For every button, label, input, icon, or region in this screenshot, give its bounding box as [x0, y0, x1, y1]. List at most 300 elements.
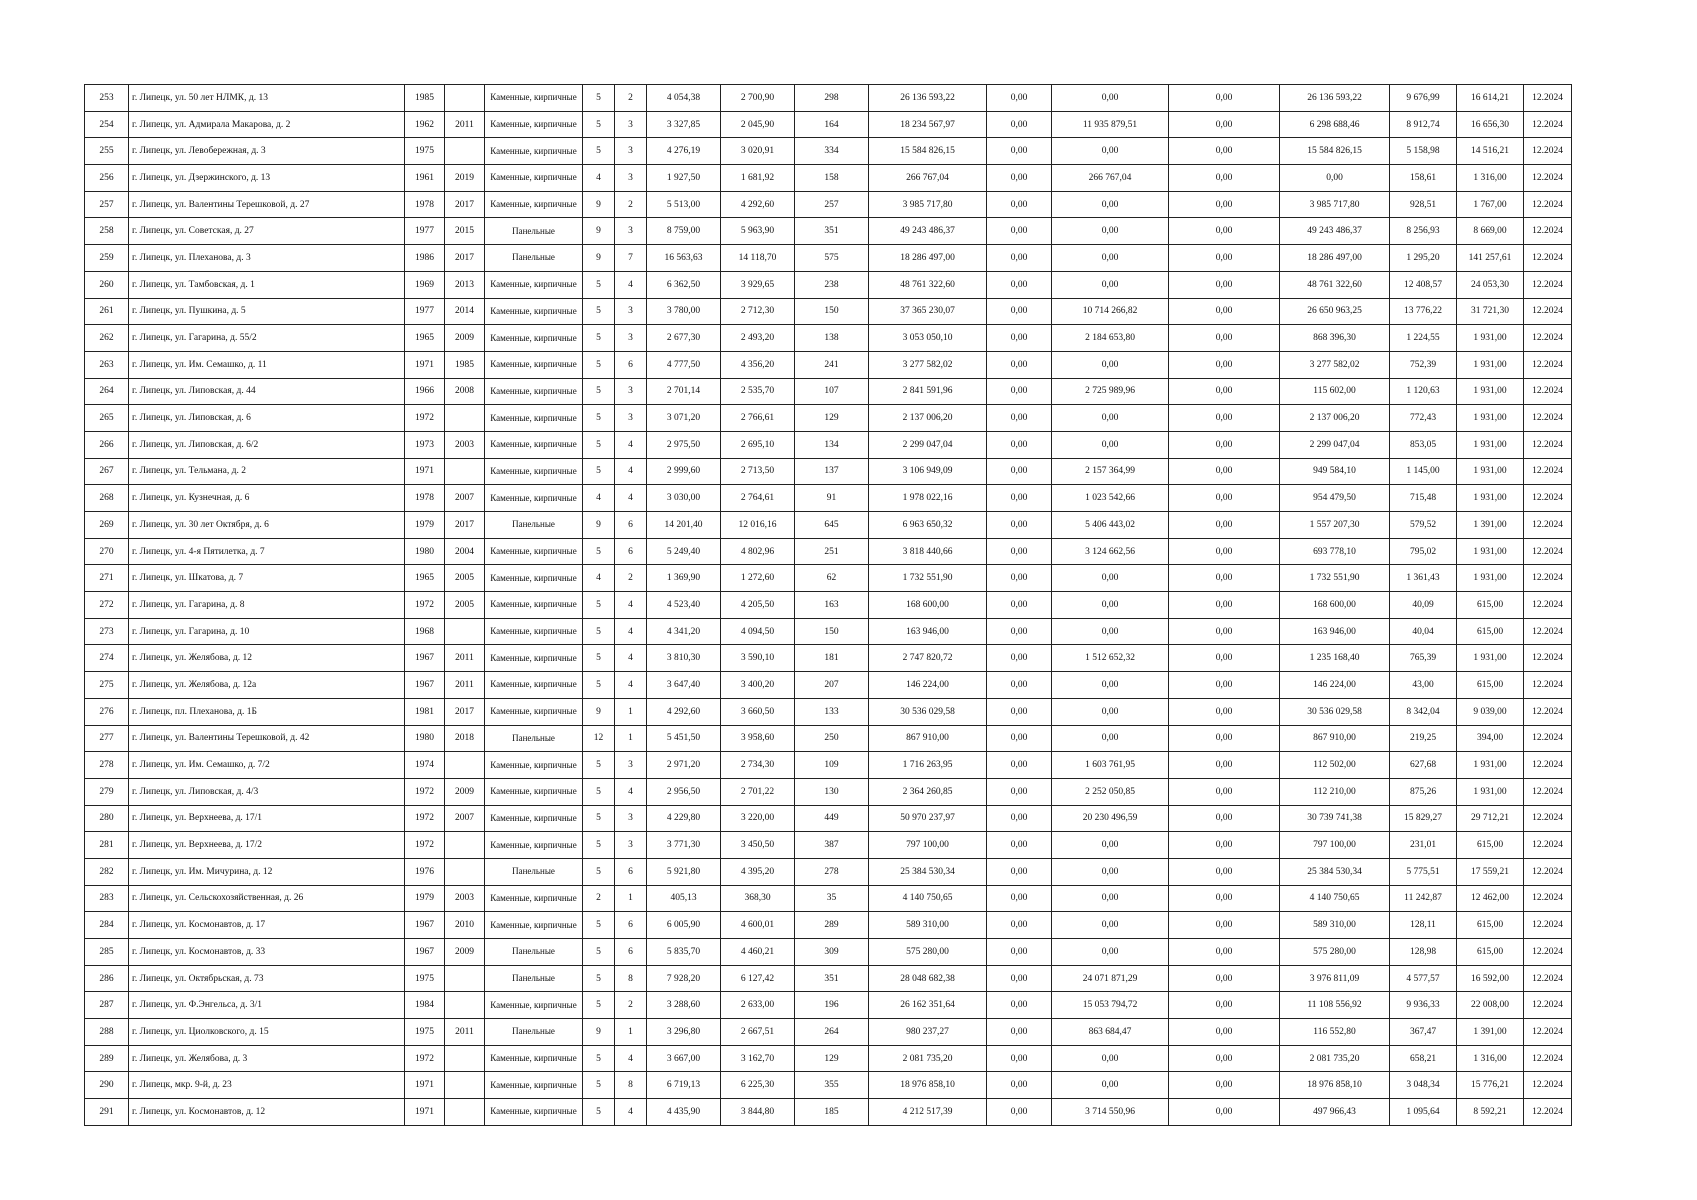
row-number-cell: 260: [85, 271, 129, 298]
completion-date-cell: 12.2024: [1524, 592, 1572, 619]
living-area-cell: 6 127,42: [721, 965, 795, 992]
wall-material-cell: Каменные, кирпичные: [485, 832, 583, 859]
floors-cell: 5: [583, 805, 615, 832]
total-area-cell: 3 288,60: [647, 992, 721, 1019]
regional-funds-cell: 0,00: [1052, 698, 1169, 725]
year-built-cell: 1971: [405, 351, 445, 378]
table-row: [85, 458, 1572, 485]
federal-funds-cell: 0,00: [987, 858, 1052, 885]
max-cost-per-sqm-cell: 1 931,00: [1457, 351, 1524, 378]
max-cost-per-sqm-cell: 1 931,00: [1457, 378, 1524, 405]
row-number-cell: 270: [85, 538, 129, 565]
owner-funds-cell: 26 650 963,25: [1280, 298, 1390, 325]
wall-material-cell: Каменные, кирпичные: [485, 672, 583, 699]
entrances-cell: 4: [615, 271, 647, 298]
cost-per-sqm-cell: 367,47: [1390, 1019, 1457, 1046]
residents-cell: 129: [795, 1045, 869, 1072]
owner-funds-cell: 2 299 047,04: [1280, 431, 1390, 458]
wall-material-cell: Каменные, кирпичные: [485, 1099, 583, 1126]
year-built-cell: 1981: [405, 698, 445, 725]
total-area-cell: 5 451,50: [647, 725, 721, 752]
row-number-cell: 263: [85, 351, 129, 378]
cost-per-sqm-cell: 715,48: [1390, 485, 1457, 512]
address-cell: г. Липецк, ул. Липовская, д. 44: [129, 378, 405, 405]
owner-funds-cell: 168 600,00: [1280, 592, 1390, 619]
wall-material-cell: Каменные, кирпичные: [485, 592, 583, 619]
municipal-funds-cell: 0,00: [1169, 939, 1280, 966]
residents-cell: 309: [795, 939, 869, 966]
cost-per-sqm-cell: 752,39: [1390, 351, 1457, 378]
address-cell: г. Липецк, ул. Шкатова, д. 7: [129, 565, 405, 592]
completion-date-cell: 12.2024: [1524, 298, 1572, 325]
max-cost-per-sqm-cell: 29 712,21: [1457, 805, 1524, 832]
last-repair-year-cell: [445, 1072, 485, 1099]
entrances-cell: 3: [615, 378, 647, 405]
municipal-funds-cell: 0,00: [1169, 832, 1280, 859]
year-built-cell: 1962: [405, 111, 445, 138]
wall-material-cell: Панельные: [485, 965, 583, 992]
wall-material-cell: Панельные: [485, 725, 583, 752]
municipal-funds-cell: 0,00: [1169, 858, 1280, 885]
max-cost-per-sqm-cell: 15 776,21: [1457, 1072, 1524, 1099]
completion-date-cell: 12.2024: [1524, 698, 1572, 725]
year-built-cell: 1967: [405, 645, 445, 672]
owner-funds-cell: 2 081 735,20: [1280, 1045, 1390, 1072]
wall-material-cell: Каменные, кирпичные: [485, 992, 583, 1019]
municipal-funds-cell: 0,00: [1169, 538, 1280, 565]
federal-funds-cell: 0,00: [987, 778, 1052, 805]
cost-per-sqm-cell: 8 912,74: [1390, 111, 1457, 138]
total-cost-cell: 266 767,04: [869, 165, 987, 192]
last-repair-year-cell: 2009: [445, 778, 485, 805]
wall-material-cell: Каменные, кирпичные: [485, 618, 583, 645]
year-built-cell: 1965: [405, 565, 445, 592]
regional-funds-cell: 0,00: [1052, 725, 1169, 752]
living-area-cell: 2 045,90: [721, 111, 795, 138]
residents-cell: 289: [795, 912, 869, 939]
total-area-cell: 5 835,70: [647, 939, 721, 966]
cost-per-sqm-cell: 1 224,55: [1390, 325, 1457, 352]
max-cost-per-sqm-cell: 24 053,30: [1457, 271, 1524, 298]
wall-material-cell: Каменные, кирпичные: [485, 1072, 583, 1099]
entrances-cell: 8: [615, 1072, 647, 1099]
floors-cell: 5: [583, 912, 615, 939]
last-repair-year-cell: 2017: [445, 698, 485, 725]
total-cost-cell: 168 600,00: [869, 592, 987, 619]
total-cost-cell: 589 310,00: [869, 912, 987, 939]
year-built-cell: 1966: [405, 378, 445, 405]
completion-date-cell: 12.2024: [1524, 725, 1572, 752]
max-cost-per-sqm-cell: 1 391,00: [1457, 1019, 1524, 1046]
living-area-cell: 2 535,70: [721, 378, 795, 405]
completion-date-cell: 12.2024: [1524, 992, 1572, 1019]
living-area-cell: 1 681,92: [721, 165, 795, 192]
residents-cell: 575: [795, 245, 869, 272]
federal-funds-cell: 0,00: [987, 912, 1052, 939]
total-area-cell: 3 810,30: [647, 645, 721, 672]
completion-date-cell: 12.2024: [1524, 858, 1572, 885]
owner-funds-cell: 1 557 207,30: [1280, 512, 1390, 539]
table-body: [85, 85, 1572, 1126]
entrances-cell: 3: [615, 405, 647, 432]
year-built-cell: 1972: [405, 592, 445, 619]
total-cost-cell: 2 137 006,20: [869, 405, 987, 432]
cost-per-sqm-cell: 231,01: [1390, 832, 1457, 859]
address-cell: г. Липецк, ул. 30 лет Октября, д. 6: [129, 512, 405, 539]
federal-funds-cell: 0,00: [987, 245, 1052, 272]
regional-funds-cell: 0,00: [1052, 431, 1169, 458]
address-cell: г. Липецк, ул. Плеханова, д. 3: [129, 245, 405, 272]
completion-date-cell: 12.2024: [1524, 1019, 1572, 1046]
residents-cell: 138: [795, 325, 869, 352]
address-cell: г. Липецк, пл. Плеханова, д. 1Б: [129, 698, 405, 725]
last-repair-year-cell: 2011: [445, 672, 485, 699]
wall-material-cell: Панельные: [485, 1019, 583, 1046]
max-cost-per-sqm-cell: 8 592,21: [1457, 1099, 1524, 1126]
completion-date-cell: 12.2024: [1524, 271, 1572, 298]
entrances-cell: 1: [615, 698, 647, 725]
floors-cell: 5: [583, 431, 615, 458]
regional-funds-cell: 2 184 653,80: [1052, 325, 1169, 352]
municipal-funds-cell: 0,00: [1169, 725, 1280, 752]
last-repair-year-cell: 2011: [445, 1019, 485, 1046]
year-built-cell: 1979: [405, 512, 445, 539]
table-row: [85, 405, 1572, 432]
total-cost-cell: 575 280,00: [869, 939, 987, 966]
federal-funds-cell: 0,00: [987, 565, 1052, 592]
max-cost-per-sqm-cell: 615,00: [1457, 672, 1524, 699]
living-area-cell: 4 356,20: [721, 351, 795, 378]
municipal-funds-cell: 0,00: [1169, 111, 1280, 138]
table-row: [85, 165, 1572, 192]
row-number-cell: 268: [85, 485, 129, 512]
address-cell: г. Липецк, ул. Гагарина, д. 55/2: [129, 325, 405, 352]
wall-material-cell: Панельные: [485, 858, 583, 885]
last-repair-year-cell: [445, 832, 485, 859]
living-area-cell: 3 958,60: [721, 725, 795, 752]
last-repair-year-cell: [445, 965, 485, 992]
cost-per-sqm-cell: 9 676,99: [1390, 85, 1457, 112]
living-area-cell: 2 493,20: [721, 325, 795, 352]
table-row: [85, 992, 1572, 1019]
max-cost-per-sqm-cell: 1 391,00: [1457, 512, 1524, 539]
last-repair-year-cell: 2019: [445, 165, 485, 192]
living-area-cell: 3 929,65: [721, 271, 795, 298]
completion-date-cell: 12.2024: [1524, 218, 1572, 245]
total-area-cell: 405,13: [647, 885, 721, 912]
max-cost-per-sqm-cell: 1 931,00: [1457, 485, 1524, 512]
total-cost-cell: 37 365 230,07: [869, 298, 987, 325]
entrances-cell: 3: [615, 138, 647, 165]
owner-funds-cell: 116 552,80: [1280, 1019, 1390, 1046]
entrances-cell: 4: [615, 431, 647, 458]
total-cost-cell: 3 985 717,80: [869, 191, 987, 218]
regional-funds-cell: 0,00: [1052, 592, 1169, 619]
residents-cell: 334: [795, 138, 869, 165]
regional-funds-cell: 1 023 542,66: [1052, 485, 1169, 512]
cost-per-sqm-cell: 4 577,57: [1390, 965, 1457, 992]
living-area-cell: 4 802,96: [721, 538, 795, 565]
entrances-cell: 4: [615, 485, 647, 512]
wall-material-cell: Каменные, кирпичные: [485, 191, 583, 218]
last-repair-year-cell: [445, 1099, 485, 1126]
living-area-cell: 2 633,00: [721, 992, 795, 1019]
max-cost-per-sqm-cell: 1 931,00: [1457, 538, 1524, 565]
residents-cell: 355: [795, 1072, 869, 1099]
total-area-cell: 4 054,38: [647, 85, 721, 112]
cost-per-sqm-cell: 3 048,34: [1390, 1072, 1457, 1099]
owner-funds-cell: 112 210,00: [1280, 778, 1390, 805]
wall-material-cell: Каменные, кирпичные: [485, 538, 583, 565]
floors-cell: 5: [583, 458, 615, 485]
living-area-cell: 2 734,30: [721, 752, 795, 779]
completion-date-cell: 12.2024: [1524, 885, 1572, 912]
address-cell: г. Липецк, ул. Липовская, д. 4/3: [129, 778, 405, 805]
living-area-cell: 2 713,50: [721, 458, 795, 485]
cost-per-sqm-cell: 795,02: [1390, 538, 1457, 565]
municipal-funds-cell: 0,00: [1169, 1072, 1280, 1099]
total-cost-cell: 4 140 750,65: [869, 885, 987, 912]
last-repair-year-cell: 2007: [445, 805, 485, 832]
cost-per-sqm-cell: 658,21: [1390, 1045, 1457, 1072]
total-cost-cell: 980 237,27: [869, 1019, 987, 1046]
regional-funds-cell: 0,00: [1052, 245, 1169, 272]
address-cell: г. Липецк, ул. Циолковского, д. 15: [129, 1019, 405, 1046]
total-area-cell: 3 780,00: [647, 298, 721, 325]
max-cost-per-sqm-cell: 16 614,21: [1457, 85, 1524, 112]
regional-funds-cell: 3 124 662,56: [1052, 538, 1169, 565]
wall-material-cell: Каменные, кирпичные: [485, 111, 583, 138]
address-cell: г. Липецк, ул. 4-я Пятилетка, д. 7: [129, 538, 405, 565]
address-cell: г. Липецк, ул. Валентины Терешковой, д. 27: [129, 191, 405, 218]
living-area-cell: 2 766,61: [721, 405, 795, 432]
wall-material-cell: Каменные, кирпичные: [485, 298, 583, 325]
table-row: [85, 698, 1572, 725]
total-area-cell: 4 341,20: [647, 618, 721, 645]
row-number-cell: 285: [85, 939, 129, 966]
residents-cell: 278: [795, 858, 869, 885]
row-number-cell: 283: [85, 885, 129, 912]
max-cost-per-sqm-cell: 1 931,00: [1457, 752, 1524, 779]
floors-cell: 5: [583, 1099, 615, 1126]
municipal-funds-cell: 0,00: [1169, 1099, 1280, 1126]
wall-material-cell: Каменные, кирпичные: [485, 1045, 583, 1072]
max-cost-per-sqm-cell: 22 008,00: [1457, 992, 1524, 1019]
municipal-funds-cell: 0,00: [1169, 885, 1280, 912]
floors-cell: 5: [583, 592, 615, 619]
living-area-cell: 6 225,30: [721, 1072, 795, 1099]
last-repair-year-cell: 2014: [445, 298, 485, 325]
total-cost-cell: 50 970 237,97: [869, 805, 987, 832]
wall-material-cell: Панельные: [485, 939, 583, 966]
entrances-cell: 4: [615, 1099, 647, 1126]
total-cost-cell: 18 234 567,97: [869, 111, 987, 138]
total-area-cell: 1 927,50: [647, 165, 721, 192]
completion-date-cell: 12.2024: [1524, 752, 1572, 779]
total-area-cell: 3 647,40: [647, 672, 721, 699]
max-cost-per-sqm-cell: 12 462,00: [1457, 885, 1524, 912]
floors-cell: 5: [583, 778, 615, 805]
owner-funds-cell: 30 739 741,38: [1280, 805, 1390, 832]
owner-funds-cell: 589 310,00: [1280, 912, 1390, 939]
address-cell: г. Липецк, ул. Им. Семашко, д. 11: [129, 351, 405, 378]
row-number-cell: 287: [85, 992, 129, 1019]
living-area-cell: 2 700,90: [721, 85, 795, 112]
last-repair-year-cell: 2004: [445, 538, 485, 565]
table-row: [85, 618, 1572, 645]
year-built-cell: 1977: [405, 298, 445, 325]
federal-funds-cell: 0,00: [987, 85, 1052, 112]
entrances-cell: 8: [615, 965, 647, 992]
floors-cell: 4: [583, 565, 615, 592]
max-cost-per-sqm-cell: 1 931,00: [1457, 645, 1524, 672]
completion-date-cell: 12.2024: [1524, 672, 1572, 699]
wall-material-cell: Каменные, кирпичные: [485, 165, 583, 192]
entrances-cell: 2: [615, 992, 647, 1019]
residents-cell: 196: [795, 992, 869, 1019]
residents-cell: 91: [795, 485, 869, 512]
owner-funds-cell: 867 910,00: [1280, 725, 1390, 752]
address-cell: г. Липецк, ул. Гагарина, д. 8: [129, 592, 405, 619]
floors-cell: 9: [583, 512, 615, 539]
floors-cell: 4: [583, 165, 615, 192]
entrances-cell: 4: [615, 778, 647, 805]
owner-funds-cell: 11 108 556,92: [1280, 992, 1390, 1019]
total-cost-cell: 26 162 351,64: [869, 992, 987, 1019]
last-repair-year-cell: 2013: [445, 271, 485, 298]
total-area-cell: 4 276,19: [647, 138, 721, 165]
federal-funds-cell: 0,00: [987, 1099, 1052, 1126]
row-number-cell: 282: [85, 858, 129, 885]
federal-funds-cell: 0,00: [987, 698, 1052, 725]
municipal-funds-cell: 0,00: [1169, 191, 1280, 218]
living-area-cell: 4 460,21: [721, 939, 795, 966]
max-cost-per-sqm-cell: 1 931,00: [1457, 778, 1524, 805]
last-repair-year-cell: 1985: [445, 351, 485, 378]
regional-funds-cell: 0,00: [1052, 618, 1169, 645]
total-area-cell: 6 719,13: [647, 1072, 721, 1099]
living-area-cell: 2 667,51: [721, 1019, 795, 1046]
last-repair-year-cell: [445, 992, 485, 1019]
wall-material-cell: Каменные, кирпичные: [485, 271, 583, 298]
table-row: [85, 565, 1572, 592]
last-repair-year-cell: 2003: [445, 431, 485, 458]
cost-per-sqm-cell: 772,43: [1390, 405, 1457, 432]
completion-date-cell: 12.2024: [1524, 778, 1572, 805]
floors-cell: 9: [583, 191, 615, 218]
floors-cell: 9: [583, 218, 615, 245]
cost-per-sqm-cell: 158,61: [1390, 165, 1457, 192]
municipal-funds-cell: 0,00: [1169, 85, 1280, 112]
address-cell: г. Липецк, ул. Липовская, д. 6/2: [129, 431, 405, 458]
owner-funds-cell: 112 502,00: [1280, 752, 1390, 779]
total-cost-cell: 25 384 530,34: [869, 858, 987, 885]
municipal-funds-cell: 0,00: [1169, 1045, 1280, 1072]
address-cell: г. Липецк, ул. Тамбовская, д. 1: [129, 271, 405, 298]
entrances-cell: 3: [615, 752, 647, 779]
living-area-cell: 5 963,90: [721, 218, 795, 245]
table-row: [85, 485, 1572, 512]
last-repair-year-cell: [445, 752, 485, 779]
max-cost-per-sqm-cell: 31 721,30: [1457, 298, 1524, 325]
municipal-funds-cell: 0,00: [1169, 752, 1280, 779]
row-number-cell: 253: [85, 85, 129, 112]
floors-cell: 2: [583, 885, 615, 912]
cost-per-sqm-cell: 928,51: [1390, 191, 1457, 218]
row-number-cell: 261: [85, 298, 129, 325]
total-cost-cell: 49 243 486,37: [869, 218, 987, 245]
living-area-cell: 4 292,60: [721, 191, 795, 218]
residents-cell: 158: [795, 165, 869, 192]
floors-cell: 5: [583, 271, 615, 298]
entrances-cell: 2: [615, 565, 647, 592]
floors-cell: 5: [583, 939, 615, 966]
floors-cell: 5: [583, 138, 615, 165]
last-repair-year-cell: 2009: [445, 939, 485, 966]
municipal-funds-cell: 0,00: [1169, 271, 1280, 298]
max-cost-per-sqm-cell: 1 767,00: [1457, 191, 1524, 218]
row-number-cell: 288: [85, 1019, 129, 1046]
federal-funds-cell: 0,00: [987, 752, 1052, 779]
regional-funds-cell: 0,00: [1052, 939, 1169, 966]
living-area-cell: 4 205,50: [721, 592, 795, 619]
address-cell: г. Липецк, ул. Кузнечная, д. 6: [129, 485, 405, 512]
residents-cell: 250: [795, 725, 869, 752]
table-row: [85, 111, 1572, 138]
wall-material-cell: Каменные, кирпичные: [485, 885, 583, 912]
regional-funds-cell: 1 603 761,95: [1052, 752, 1169, 779]
table-row: [85, 752, 1572, 779]
floors-cell: 5: [583, 992, 615, 1019]
table-row: [85, 805, 1572, 832]
year-built-cell: 1972: [405, 405, 445, 432]
address-cell: г. Липецк, ул. Сельскохозяйственная, д. 26: [129, 885, 405, 912]
address-cell: г. Липецк, ул. Гагарина, д. 10: [129, 618, 405, 645]
cost-per-sqm-cell: 128,11: [1390, 912, 1457, 939]
residents-cell: 134: [795, 431, 869, 458]
federal-funds-cell: 0,00: [987, 431, 1052, 458]
table-row: [85, 592, 1572, 619]
total-cost-cell: 2 364 260,85: [869, 778, 987, 805]
year-built-cell: 1969: [405, 271, 445, 298]
address-cell: г. Липецк, ул. Пушкина, д. 5: [129, 298, 405, 325]
wall-material-cell: Каменные, кирпичные: [485, 912, 583, 939]
address-cell: г. Липецк, ул. Ф.Энгельса, д. 3/1: [129, 992, 405, 1019]
max-cost-per-sqm-cell: 1 931,00: [1457, 405, 1524, 432]
entrances-cell: 4: [615, 592, 647, 619]
federal-funds-cell: 0,00: [987, 725, 1052, 752]
total-area-cell: 5 921,80: [647, 858, 721, 885]
owner-funds-cell: 25 384 530,34: [1280, 858, 1390, 885]
residents-cell: 109: [795, 752, 869, 779]
floors-cell: 5: [583, 832, 615, 859]
residents-cell: 137: [795, 458, 869, 485]
regional-funds-cell: 2 252 050,85: [1052, 778, 1169, 805]
total-cost-cell: 18 976 858,10: [869, 1072, 987, 1099]
completion-date-cell: 12.2024: [1524, 1072, 1572, 1099]
regional-funds-cell: 2 725 989,96: [1052, 378, 1169, 405]
table-row: [85, 378, 1572, 405]
completion-date-cell: 12.2024: [1524, 645, 1572, 672]
last-repair-year-cell: 2005: [445, 592, 485, 619]
address-cell: г. Липецк, ул. Космонавтов, д. 33: [129, 939, 405, 966]
floors-cell: 9: [583, 1019, 615, 1046]
owner-funds-cell: 949 584,10: [1280, 458, 1390, 485]
federal-funds-cell: 0,00: [987, 538, 1052, 565]
total-cost-cell: 2 299 047,04: [869, 431, 987, 458]
max-cost-per-sqm-cell: 1 316,00: [1457, 165, 1524, 192]
residents-cell: 241: [795, 351, 869, 378]
